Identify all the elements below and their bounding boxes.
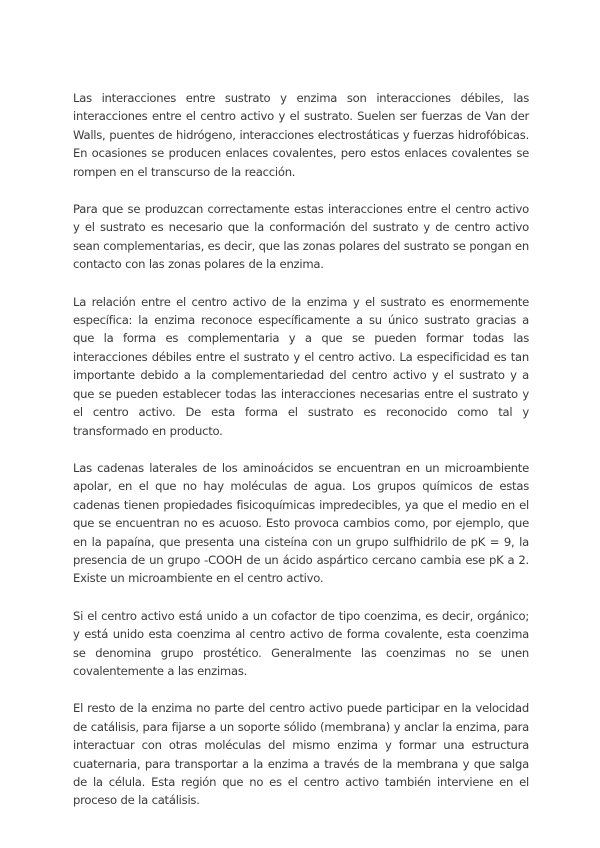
document-body [73, 89, 529, 829]
paragraph-microenvironment: Las cadenas laterales de los aminoácidos se encuentran en un microambiente apolar, en el que no hay moléculas de agua. Los grupos químicos de estas cadenas tienen propiedades fisicoquímicas impredecibles, ya que el medio en el que se encuentran no es acuoso. Esto provoca cambios como, por ejemplo, que en la papaína, que presenta una cisteína con un grupo sulfhidrilo de pK = 9, la presencia de un grupo -COOH de un ácido aspártico cercano cambia ese pK a 2. Existe un microambiente en el centro activo. [73, 460, 529, 586]
paragraph-rest-of-enzyme: El resto de la enzima no parte del centro activo puede participar en la velocidad de catálisis, para fijarse a un soporte sólido (membrana) y anclar la enzima, para interactuar con otras moléculas del mismo enzima y formar una estructura cuaternaria, para transportar a la enzima a través de la membrana y que salga de la célula. Esta región que no es el centro activo también interviene en el proceso de la catálisis. [73, 701, 529, 808]
paragraph-conformation-complementarity: Para que se produzcan correctamente estas interacciones entre el centro activo y el sustrato es necesario que la conformación del sustrato y de centro activo sean complementarias, es decir, que las zonas polares del sustrato se pongan en contacto con las zonas polares de la enzima. [73, 202, 529, 272]
paragraph-specificity: La relación entre el centro activo de la enzima y el sustrato es enormemente específica: la enzima reconoce específicamente a su único sustrato gracias a que la forma es complementaria y a que se pueden formar todas las interacciones débiles entre el sustrato y el centro activo. La especificidad es tan importante debido a la complementariedad del centro activo y el sustrato y a que se pueden establecer todas las interacciones necesarias entre el sustrato y el centro activo. De esta forma el sustrato es reconocido como tal y transformado en producto. [73, 294, 529, 438]
paragraph-enzyme-substrate-interactions: Las interacciones entre sustrato y enzima son interacciones débiles, las interacciones entre el centro activo y el sustrato. Suelen ser fuerzas de Van der Walls, puentes de hidrógeno, interacciones electrostáticas y fuerzas hidrofóbicas. En ocasiones se producen enlaces covalentes, pero estos enlaces covalentes se rompen en el transcurso de la reacción. [73, 91, 529, 179]
paragraph-prosthetic-group: Si el centro activo está unido a un cofactor de tipo coenzima, es decir, orgánico; y está unido esta coenzima al centro activo de forma covalente, esta coenzima se denomina grupo prostético. Generalmente las coenzimas no se unen covalentemente a las enzimas. [73, 608, 529, 678]
